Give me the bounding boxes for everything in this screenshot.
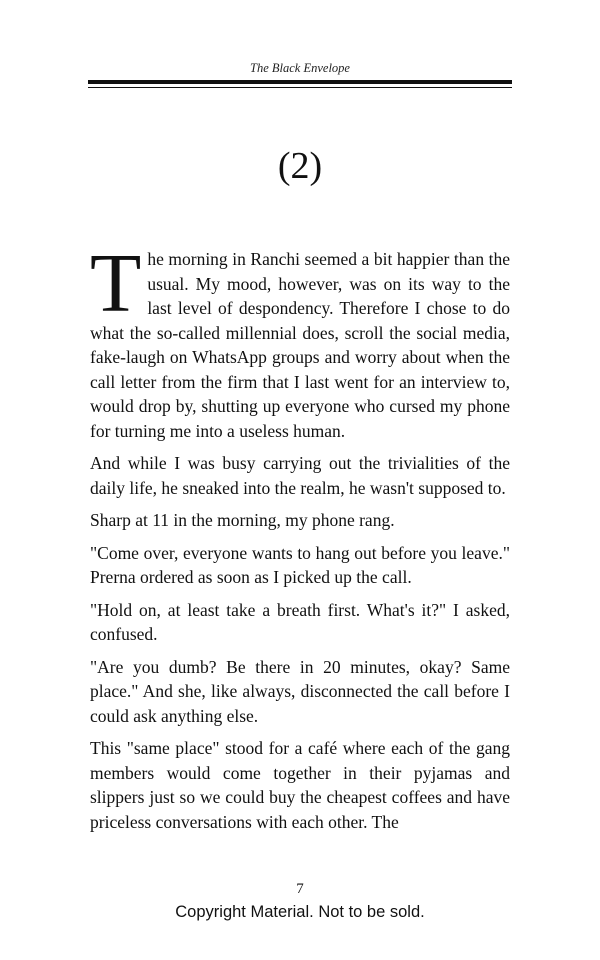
header-rule-thin	[88, 87, 512, 88]
paragraph-6: "Are you dumb? Be there in 20 minutes, okay? Same place." And she, like always, disconnected the call before I could ask anything else.	[90, 656, 510, 726]
paragraph-3: Sharp at 11 in the morning, my phone rang.	[90, 510, 395, 530]
paragraph-1-text: he morning in Ranchi seemed a bit happier than the usual. My mood, however, was on its way to the last level of despondency. Therefore I chose to do what the so-called millennial does, scroll the social media, fake-laugh on WhatsApp groups and worry about when the call letter from the firm that I last went for an interview to, would drop by, shutting up everyone who cursed my phone for turning me into a useless human.	[90, 249, 510, 441]
paragraph-2: And while I was busy carrying out the trivialities of the daily life, he sneaked into the realm, he wasn't supposed to.	[90, 453, 510, 498]
paragraph-7: This "same place" stood for a café where each of the gang members would come together in their pyjamas and slippers just so we could buy the cheapest coffees and have priceless conversations with each other. The	[90, 738, 510, 832]
running-header-title: The Black Envelope	[250, 61, 350, 75]
paragraph-5: "Hold on, at least take a breath first. What's it?" I asked, confused.	[90, 599, 510, 644]
header-rule-thick	[88, 80, 512, 84]
chapter-number: (2)	[277, 145, 323, 187]
paragraph-4: "Come over, everyone wants to hang out before you leave." Prerna ordered as soon as I picked up the call.	[90, 542, 510, 587]
copyright-notice: Copyright Material. Not to be sold.	[175, 903, 425, 921]
drop-cap: T	[90, 237, 142, 330]
paragraph-1	[90, 237, 510, 443]
page-number: 7	[296, 881, 304, 897]
body-text	[90, 237, 510, 842]
